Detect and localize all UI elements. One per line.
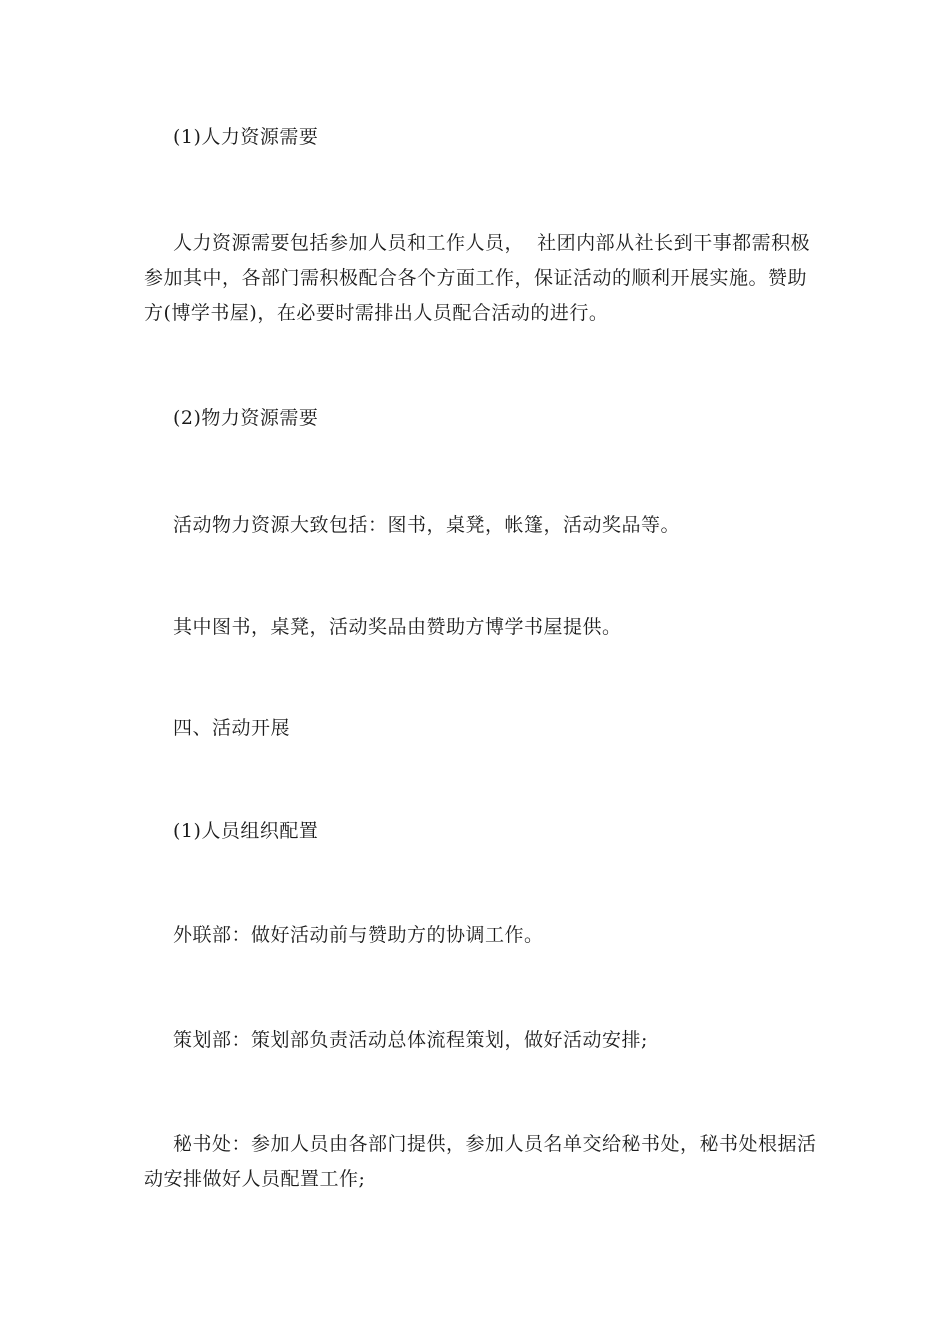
paragraph-line: 外联部：做好活动前与赞助方的协调工作。 (173, 924, 544, 946)
paragraph-line: 其中图书，桌凳，活动奖品由赞助方博学书屋提供。 (173, 616, 622, 638)
subheading-staff: (1)人员组织配置 (173, 820, 319, 842)
paragraph-line: 动安排做好人员配置工作; (144, 1168, 366, 1190)
paragraph-line: 人力资源需要包括参加人员和工作人员， 社团内部从社长到干事都需积极 (173, 232, 811, 254)
paragraph-line: 秘书处：参加人员由各部门提供，参加人员名单交给秘书处，秘书处根据活 (173, 1133, 817, 1155)
section-heading: 四、活动开展 (173, 717, 291, 739)
heading-human-resources: (1)人力资源需要 (173, 126, 319, 148)
heading-material-resources: (2)物力资源需要 (173, 407, 319, 429)
paragraph-line: 策划部：策划部负责活动总体流程策划，做好活动安排; (173, 1029, 648, 1051)
paragraph-line: 方(博学书屋)，在必要时需排出人员配合活动的进行。 (144, 302, 609, 324)
paragraph-line: 活动物力资源大致包括：图书，桌凳，帐篷，活动奖品等。 (173, 514, 681, 536)
paragraph-line: 参加其中，各部门需积极配合各个方面工作，保证活动的顺利开展实施。赞助 (144, 267, 808, 289)
